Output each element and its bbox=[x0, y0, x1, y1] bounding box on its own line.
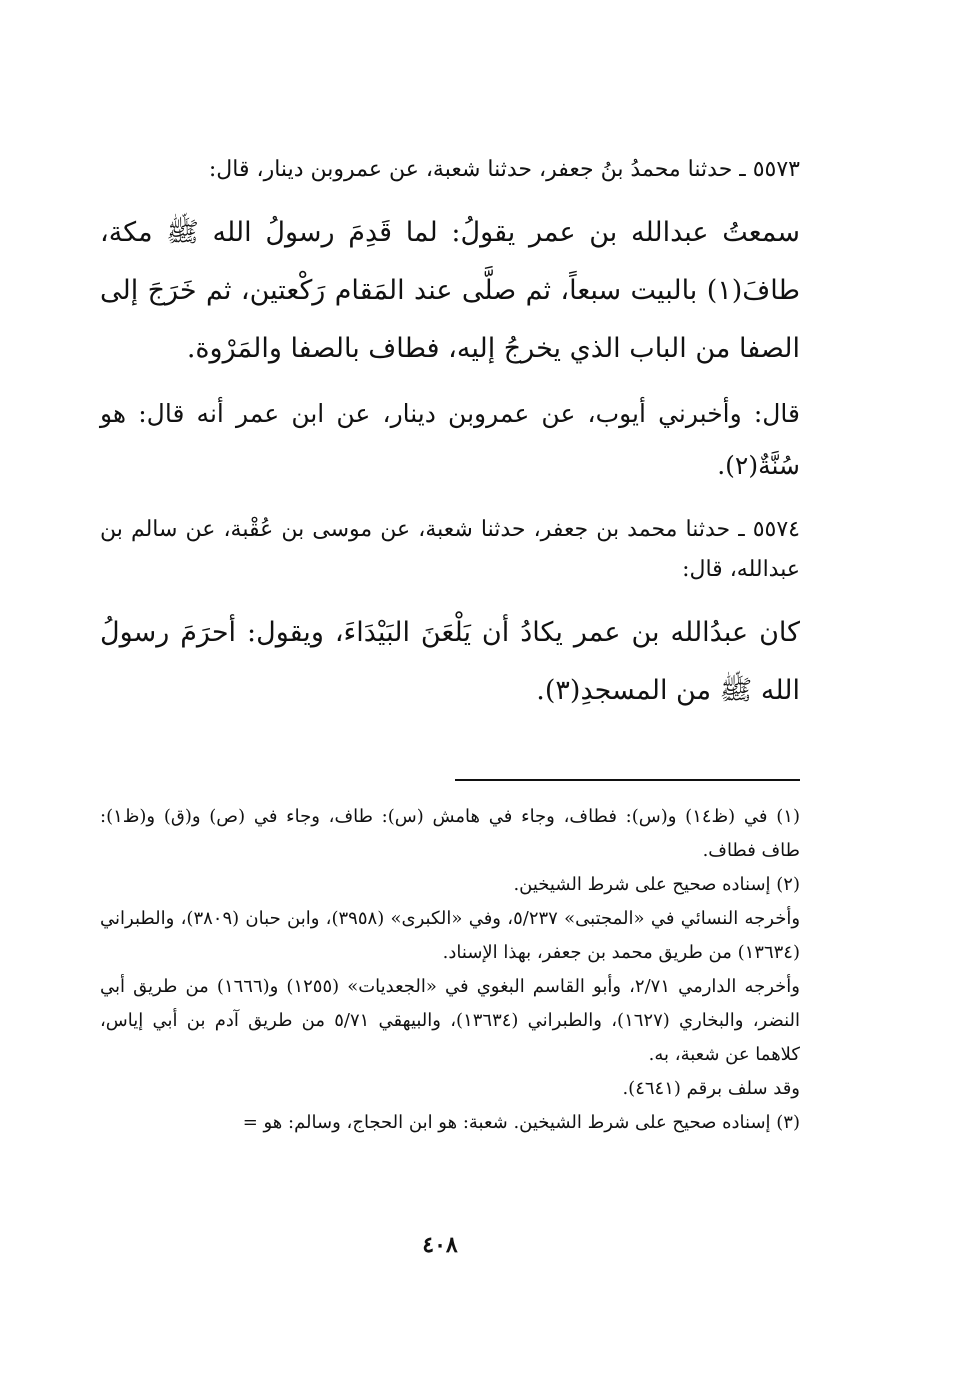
footnote-2-takhrij-b: وأخرجه الدارمي ٢/٧١، وأبو القاسم البغوي في «الجعديات» (١٢٥٥) و(١٦٦٦) من طريق أبي النضر، والبخاري (١٦٢٧)، والطبراني (١٣٦٣٤)، والبيهقي ٥/٧١ من طريق آدم بن أبي إياس، كلاهما عن شعبة، به. bbox=[100, 976, 800, 1065]
hadith-5573-addition: قال: وأخبرني أيوب، عن عمروبن دينار، عن ابن عمر أنه قال: هو سُنَّةٌ(٢). bbox=[100, 399, 800, 480]
hadith-5574-isnad: ٥٥٧٤ ـ حدثنا محمد بن جعفر، حدثنا شعبة، عن موسى بن عُقْبة، عن سالم بن عبدالله، قال: bbox=[100, 517, 800, 582]
hadith-5573-matn: سمعتُ عبدالله بن عمر يقولُ: لما قَدِمَ رسولُ الله ﷺ مكة، طافَ(١) بالبيت سبعاً، ثم صلَّى عند المَقام رَكْعتين، ثم خَرَجَ إلى الصفا من الباب الذي يخرجُ إليه، فطاف بالصفا والمَرْوة. bbox=[100, 217, 800, 364]
hadith-5573-isnad: ٥٥٧٣ ـ حدثنا محمدُ بنُ جعفر، حدثنا شعبة، عن عمروبن دينار، قال: bbox=[208, 157, 800, 182]
footnote-2-cross-ref: وقد سلف برقم (٤٦٤١). bbox=[622, 1078, 800, 1099]
footnote-3: (٣) إسناده صحيح على شرط الشيخين. شعبة: هو ابن الحجاج، وسالم: هو = bbox=[242, 1112, 800, 1133]
main-text bbox=[100, 150, 800, 730]
footnote-2-takhrij-a: وأخرجه النسائي في «المجتبى» ٥/٢٣٧، وفي «الكبرى» (٣٩٥٨)، وابن حبان (٣٨٠٩)، والطبراني (١٣٦٣٤) من طريق محمد بن جعفر، بهذا الإسناد. bbox=[100, 908, 801, 963]
footnotes bbox=[100, 800, 800, 1140]
footnote-2: (٢) إسناده صحيح على شرط الشيخين. bbox=[513, 874, 800, 895]
hadith-5574-matn: كان عبدُالله بن عمر يكادُ أن يَلْعَنَ البَيْدَاءَ، ويقول: أحرَمَ رسولُ الله ﷺ من المسجدِ(٣). bbox=[100, 617, 800, 706]
footnote-divider bbox=[455, 779, 800, 781]
footnote-1: (١) في (ظ١٤) و(س): فطاف، وجاء في هامش (س): طاف، وجاء في (ص) و(ق) و(ظ١): طاف فطاف. bbox=[100, 806, 800, 861]
page-number: ٤٠٨ bbox=[422, 1232, 458, 1258]
